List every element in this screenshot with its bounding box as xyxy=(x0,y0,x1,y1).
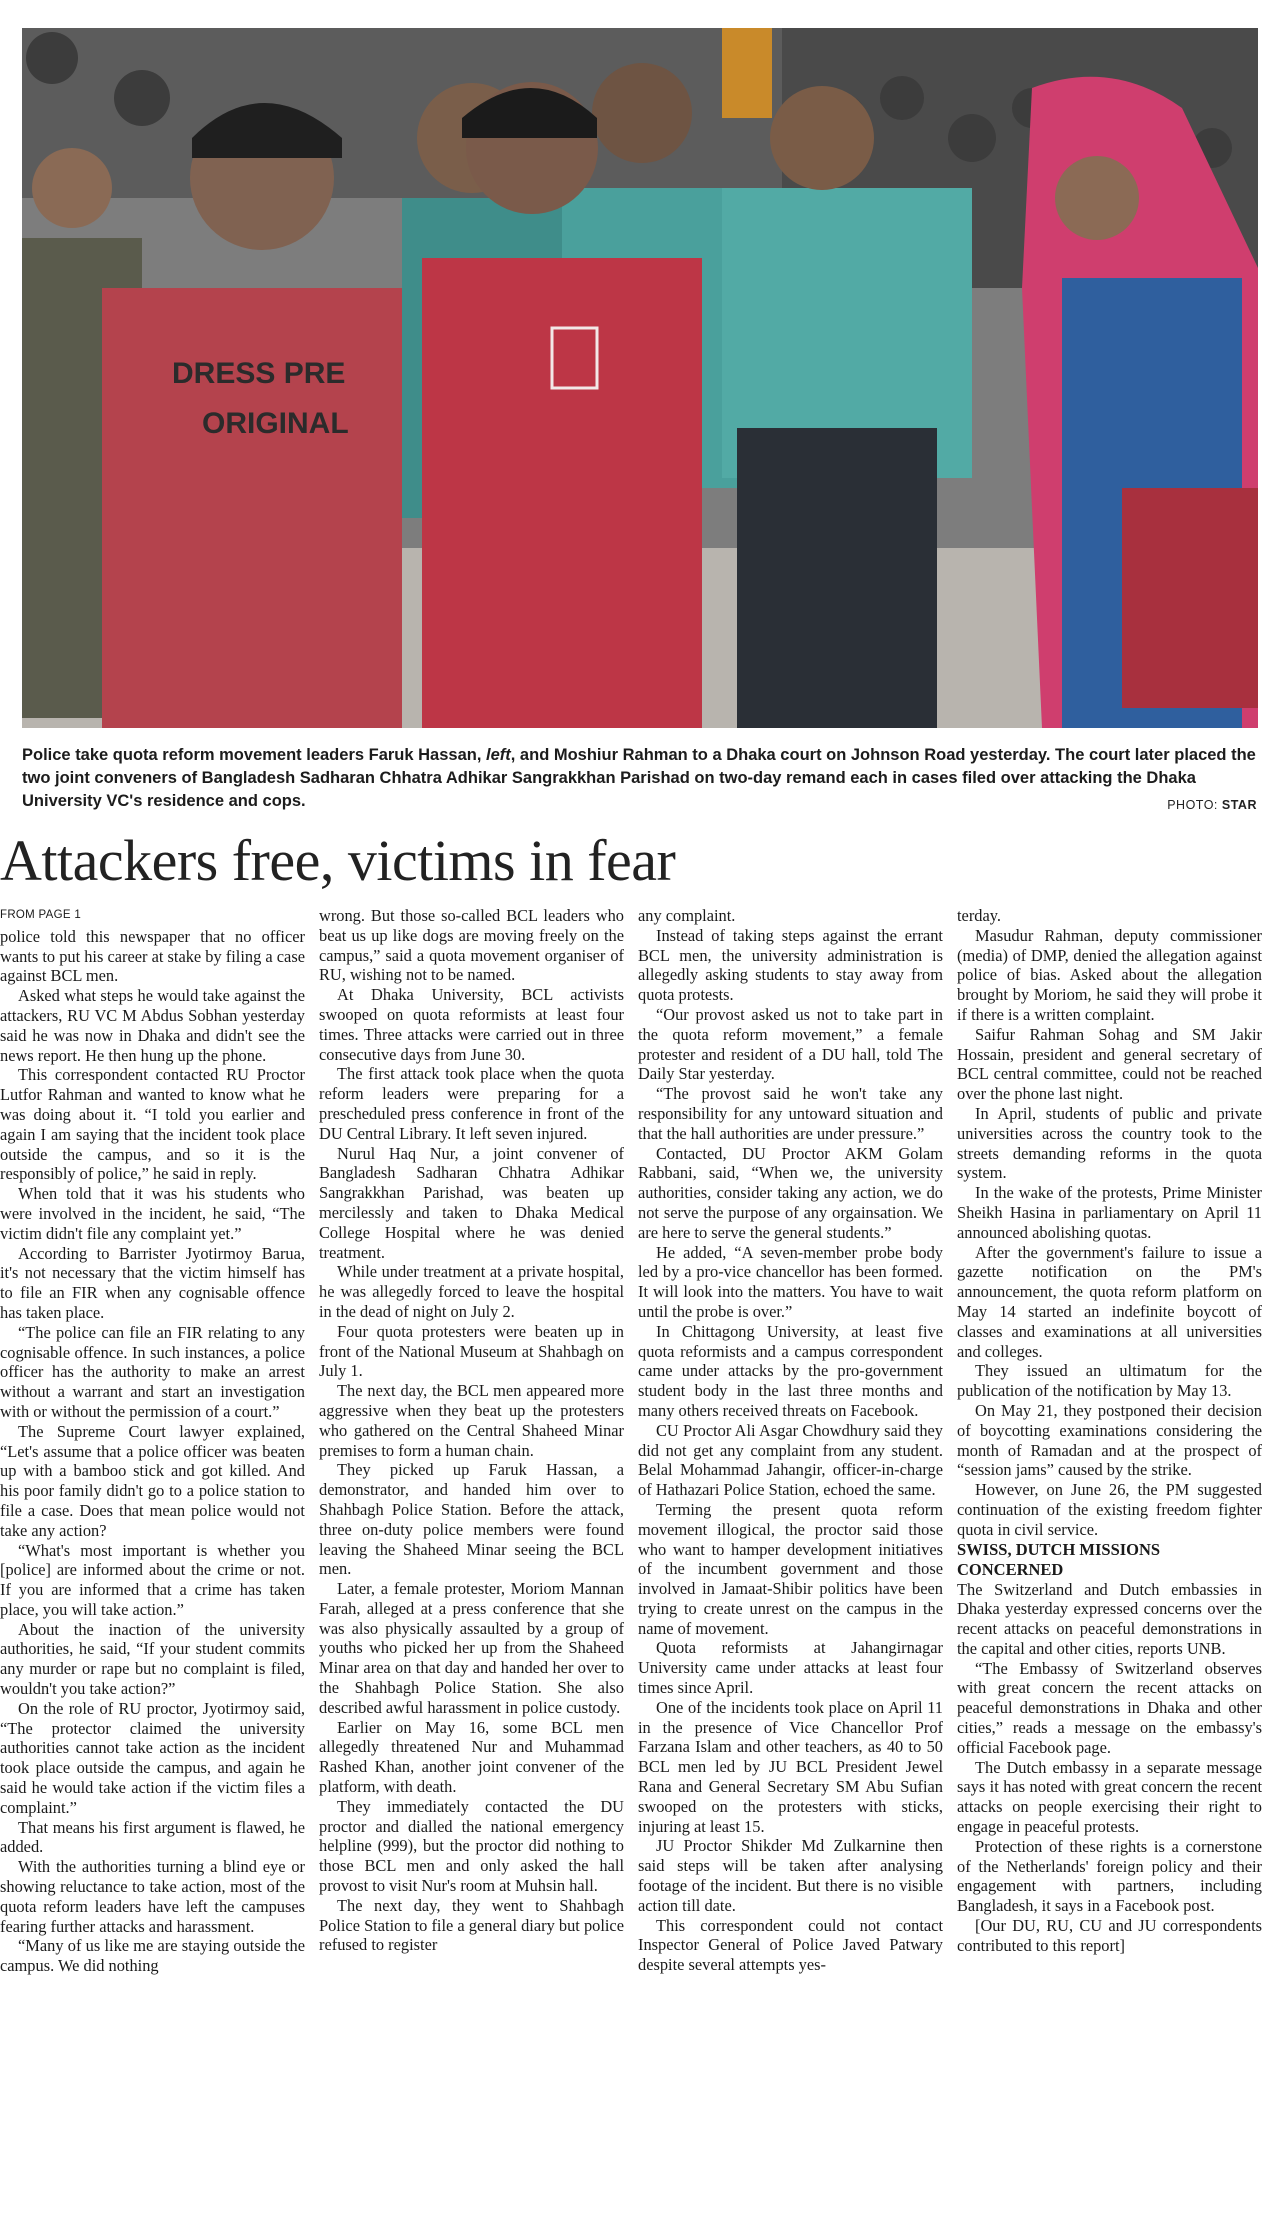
paragraph: CU Proctor Ali Asgar Chowdhury said they did not get any complaint from any student. Belal Mohammad Jahangir, officer-in-charge of Hathazari Police Station, echoed the same. xyxy=(638,1420,943,1500)
paragraph: Protection of these rights is a cornerstone of the Netherlands' foreign policy and their engagement with partners, including Bangladesh, it says in a Facebook post. xyxy=(957,1836,1262,1916)
caption-emphasis: left xyxy=(486,746,511,764)
continued-from-label: FROM PAGE 1 xyxy=(0,909,82,921)
photo-credit-label: PHOTO: xyxy=(1167,798,1218,812)
paragraph: In the wake of the protests, Prime Minister Sheikh Hasina in parliamentary on April 11 announced abolishing quotas. xyxy=(957,1183,1262,1242)
paragraph: The Supreme Court lawyer explained, “Let's assume that a police officer was beaten up with a bamboo stick and got killed. And his poor family didn't go to a police station to file a case. Does that mean police would not take any action? xyxy=(0,1421,305,1540)
paragraph: On the role of RU proctor, Jyotirmoy said, “The protector claimed the university authorities cannot take action as the incident took place outside the campus, and again he said he would take action if the victim files a complaint.” xyxy=(0,1698,305,1817)
shirt-text-top: DRESS PRE xyxy=(172,357,346,390)
news-photo-illustration xyxy=(22,28,1258,728)
paragraph: At Dhaka University, BCL activists swooped on quota reformists at least four times. Three attacks were carried out in three consecutive days from June 30. xyxy=(319,985,624,1064)
paragraph: Later, a female protester, Moriom Mannan Farah, alleged at a press conference that she was also physically assaulted by a group of youths who picked her up from the Shaheed Minar area on that day and handed her over to the Shahbagh Police Station. She also described awful harassment in police custody. xyxy=(319,1579,624,1717)
paragraph: According to Barrister Jyotirmoy Barua, it's not necessary that the victim himself has to file an FIR when any cognisable offence has taken place. xyxy=(0,1243,305,1322)
paragraph: This correspondent could not contact Inspector General of Police Javed Patwary despite several attempts yes- xyxy=(638,1915,943,1975)
paragraph: After the government's failure to issue a gazette notification on the PM's announcement, the quota reform platform on May 14 started an indefinite boycott of classes and examinations at all universities and colleges. xyxy=(957,1242,1262,1361)
paragraph: However, on June 26, the PM suggested continuation of the existing freedom fighter quota in civil service. xyxy=(957,1480,1262,1539)
paragraph: “The provost said he won't take any responsibility for any untoward situation and that the hall authorities are under pressure.” xyxy=(638,1084,943,1143)
paragraph: Quota reformists at Jahangirnagar University came under attacks at least four times since April. xyxy=(638,1638,943,1698)
paragraph: police told this newspaper that no officer wants to put his career at stake by filing a case against BCL men. xyxy=(0,926,305,986)
paragraph: The Switzerland and Dutch embassies in Dhaka yesterday expressed concerns over the recent attacks on peaceful demonstrations in the capital and other cities, reports UNB. xyxy=(957,1579,1262,1658)
paragraph: Four quota protesters were beaten up in front of the National Museum at Shahbagh on July 1. xyxy=(319,1321,624,1381)
paragraph: Earlier on May 16, some BCL men allegedly threatened Nur and Muhammad Rashed Khan, another joint convener of the platform, with death. xyxy=(319,1717,624,1797)
paragraph: Terming the present quota reform movement illogical, the proctor said those who want to hamper development initiatives of the incumbent government and those involved in Jamaat-Shibir politics have been trying to create unrest on the campus in the name of movement. xyxy=(638,1499,943,1638)
caption-lead: Police take quota reform movement leaders Faruk Hassan, xyxy=(22,746,487,764)
paragraph: Instead of taking steps against the errant BCL men, the university administration is allegedly asking students to stay away from quota protests. xyxy=(638,925,943,1005)
paragraph: That means his first argument is flawed, he added. xyxy=(0,1817,305,1857)
paragraph: “The Embassy of Switzerland observes with great concern the recent attacks on peaceful demonstrations in Dhaka and other cities,” reads a message on the embassy's official Facebook page. xyxy=(957,1658,1262,1757)
shirt-text-bottom: ORIGINAL xyxy=(202,407,349,440)
section-subheading: SWISS, DUTCH MISSIONS CONCERNED xyxy=(957,1539,1161,1579)
article-headline: Attackers free, victims in fear xyxy=(0,828,676,893)
photo-credit-source: STAR xyxy=(1221,798,1257,812)
paragraph: They immediately contacted the DU proctor and dialled the national emergency helpline (999), but the proctor did nothing to those BCL men and only asked the hall provost to visit Nur's room at Muhsin hall. xyxy=(319,1796,624,1896)
news-photo xyxy=(22,28,1258,728)
article-column-4 xyxy=(957,906,1262,2231)
paragraph: “What's most important is whether you [police] are informed about the crime or not. If you are informed that a crime has taken place, you will take action.” xyxy=(0,1540,305,1619)
paragraph: Asked what steps he would take against the attackers, RU VC M Abdus Sobhan yesterday said he was now in Dhaka and didn't see the news report. He then hung up the phone. xyxy=(0,986,305,1065)
paragraph: “The police can file an FIR relating to any cognisable offence. In such instances, a police officer has the authority to make an arrest without a warrant and start an investigation with or without the permission of a court.” xyxy=(0,1322,305,1421)
paragraph: terday. xyxy=(957,906,1001,925)
paragraph: The next day, the BCL men appeared more aggressive when they beat up the protesters who gathered on the Central Shaheed Minar premises to form a human chain. xyxy=(319,1381,624,1460)
paragraph: This correspondent contacted RU Proctor Lutfor Rahman and wanted to know what he was doing about it. “I told you earlier and again I am saying that the incident took place outside the campus, and so it is the responsibly of police,” he said in reply. xyxy=(0,1065,305,1184)
paragraph: The first attack took place when the quota reform leaders were preparing for a prescheduled press conference in front of the DU Central Library. It left seven injured. xyxy=(319,1064,624,1143)
paragraph: Contacted, DU Proctor AKM Golam Rabbani, said, “When we, the university authorities, consider taking any action, we do not serve the purpose of any orgainsation. We are here to serve the general students.” xyxy=(638,1143,943,1242)
paragraph: On May 21, they postponed their decision of boycotting examinations considering the month of Ramadan and at the prospect of “session jams” caused by the strike. xyxy=(957,1400,1262,1480)
paragraph: They issued an ultimatum for the publication of the notification by May 13. xyxy=(957,1361,1262,1401)
article-column-2 xyxy=(319,906,624,2231)
paragraph: Saifur Rahman Sohag and SM Jakir Hossain, president and general secretary of BCL central committee, could not be reached over the phone last night. xyxy=(957,1024,1262,1104)
paragraph: He added, “A seven-member probe body led by a pro-vice chancellor has been formed. It will look into the matters. You have to wait until the probe is over.” xyxy=(638,1242,943,1321)
paragraph: “Our provost asked us not to take part in the quota reform movement,” a female protester and resident of a DU hall, told The Daily Star yesterday. xyxy=(638,1004,943,1084)
paragraph: [Our DU, RU, CU and JU correspondents contributed to this report] xyxy=(957,1916,1262,1955)
paragraph: Nurul Haq Nur, a joint convener of Bangladesh Sadharan Chhatra Adhikar Sangrakkhan Parishad, was beaten up mercilessly and taken to Dhaka Medical College Hospital where he was denied treatment. xyxy=(319,1143,624,1262)
paragraph: About the inaction of the university authorities, he said, “If your student commits any murder or rape but no complaint is filed, wouldn't you take action?” xyxy=(0,1619,305,1699)
paragraph: wrong. But those so-called BCL leaders who beat us up like dogs are moving freely on the campus,” said a quota movement organiser of RU, wishing not to be named. xyxy=(319,906,624,985)
paragraph: They picked up Faruk Hassan, a demonstrator, and handed him over to Shahbagh Police Station. Before the attack, three on-duty police members were found leaving the Shaheed Minar seeing the BCL men. xyxy=(319,1460,624,1579)
photo-caption xyxy=(22,744,1258,813)
photo-credit xyxy=(1167,798,1257,812)
paragraph: One of the incidents took place on April 11 in the presence of Vice Chancellor Prof Farzana Islam and other teachers, as 40 to 50 BCL men led by JU BCL President Jewel Rana and General Secretary SM Abu Sufian swooped on the protesters with sticks, injuring at least 15. xyxy=(638,1697,943,1836)
paragraph: With the authorities turning a blind eye or showing reluctance to take action, most of the quota reform leaders have left the campuses fearing further attacks and harassment. xyxy=(0,1857,305,1936)
paragraph: The Dutch embassy in a separate message says it has noted with great concern the recent attacks on people exercising their right to engage in peaceful protests. xyxy=(957,1757,1262,1837)
paragraph: In Chittagong University, at least five quota reformists and a campus correspondent came under attacks by the pro-government student body in the last three months and many others received threats on Facebook. xyxy=(638,1321,943,1420)
paragraph: “Many of us like me are staying outside the campus. We did nothing xyxy=(0,1936,305,1976)
paragraph: Masudur Rahman, deputy commissioner (media) of DMP, denied the allegation against police of bias. Asked about the allegation brought by Moriom, he said they will probe it if there is a written complaint. xyxy=(957,925,1262,1024)
paragraph: When told that it was his students who were involved in the incident, he said, “The victim didn't file any complaint yet.” xyxy=(0,1184,305,1243)
article-column-3 xyxy=(638,906,943,2231)
paragraph: any complaint. xyxy=(638,906,736,925)
paragraph: The next day, they went to Shahbagh Police Station to file a general diary but police refused to register xyxy=(319,1895,624,1955)
paragraph: In April, students of public and private universities across the country took to the streets demanding reforms in the quota system. xyxy=(957,1103,1262,1183)
article-body xyxy=(0,906,1262,2231)
article-column-1 xyxy=(0,906,305,2231)
paragraph: JU Proctor Shikder Md Zulkarnine then said steps will be taken after analysing footage of the incident. But there is no visible action till date. xyxy=(638,1836,943,1915)
caption-rest: , and Moshiur Rahman to a Dhaka court on Johnson Road yesterday. The court later placed the two joint conveners of Bangladesh Sadharan Chhatra Adhikar Sangrakkhan Parishad on two-day remand each in cases filed over attacking the Dhaka University VC's residence and cops. xyxy=(22,746,1256,810)
paragraph: While under treatment at a private hospital, he was allegedly forced to leave the hospital in the dead of night on July 2. xyxy=(319,1262,624,1321)
